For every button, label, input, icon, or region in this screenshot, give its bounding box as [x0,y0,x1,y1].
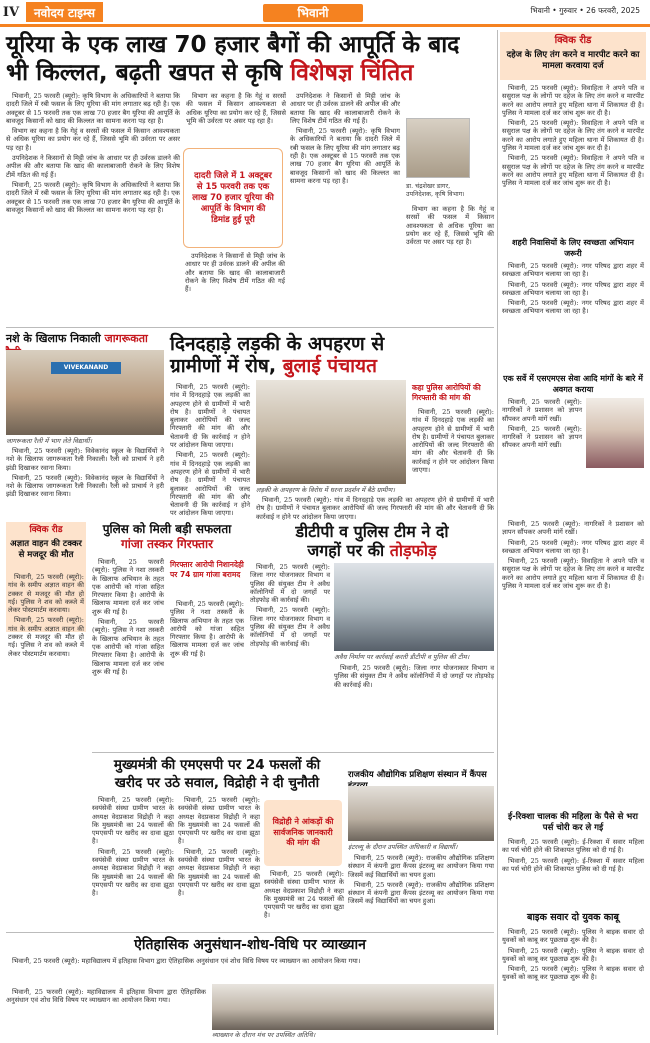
dowry-body [502,84,644,236]
accident-para: भिवानी, 25 फरवरी (ब्यूरो): गांव के समीप अज्ञात वाहन की टक्कर से मजदूर की मौत हो गई। पुलिस ने शव को कब्जे में लेकर पोस्टमार्टम करवाया। [8,573,84,615]
cm-headline-line2: खरीद पर उठे सवाल, विद्रोही ने दी चुनौती [114,775,320,791]
kidnap-para: भिवानी, 25 फरवरी (ब्यूरो): गांव में दिनदहाड़े एक लड़की का अपहरण होने से ग्रामीणों में भारी रोष है। ग्रामीणों ने पंचायत बुलाकर आरोपियों की जल्द गिरफ्तारी की मांग की और चेतावनी दी कि कार्रवाई न होने पर आंदोलन किया जाएगा। [170,451,250,518]
dtp-body-col2 [334,664,494,748]
cleanliness-headline: शहरी निवासियों के लिए स्वच्छता अभियान जरूरी [512,238,634,258]
masthead [0,0,650,24]
lead-para: भिवानी, 25 फरवरी (ब्यूरो): कृषि विभाग के अधिकारियों ने बताया कि दादरी जिले में रबी फसल के लिए यूरिया की मांग लगातार बढ़ रही है। एक अक्टूबर से 15 फरवरी तक एक लाख 70 हजार बैग यूरिया की आपूर्ति के बावजूद किसानों को खाद की किल्लत का सामना करना पड़ रहा है। [290,127,400,185]
lead-body-col2 [186,92,286,144]
lead-para: उपनिदेशक ने किसानों से मिट्टी जांच के आधार पर ही उर्वरक डालने की अपील की और बताया कि खाद की कालाबाजारी रोकने के लिए विशेष टीमें गठित की गई हैं। [185,252,285,294]
dtp-para: भिवानी, 25 फरवरी (ब्यूरो): जिला नगर योजनाकार विभाग व पुलिस की संयुक्त टीम ने अवैध कॉलोनियों में दो जगहों पर तोड़फोड़ की कार्रवाई की। [250,563,330,605]
accident-headline: अज्ञात वाहन की टक्कर से मजदूर की मौत [10,539,82,560]
kidnap-headline-line2a: ग्रामीणों में रोष, [170,355,283,377]
woman-headline: ई-रिक्शा चालक की महिला के पैसे से भरा पर्स चोरी कर ले गई [508,812,638,833]
kidnap-body-col3 [412,408,494,484]
rally-para: भिवानी, 25 फरवरी (ब्यूरो): विवेकानंद स्कूल के विद्यार्थियों ने नशे के खिलाफ जागरूकता रैली निकाली। रैली को प्राचार्य ने हरी झंडी दिखाकर रवाना किया। [6,447,164,472]
iti-para: भिवानी, 25 फरवरी (ब्यूरो): राजकीय औद्योगिक प्रशिक्षण संस्थान में कंपनी द्वारा कैंपस इंटरव्यू का आयोजन किया गया जिसमें कई विद्यार्थियों का चयन हुआ। [348,854,494,879]
police-para: भिवानी, 25 फरवरी (ब्यूरो): पुलिस ने नशा तस्करी के खिलाफ अभियान के तहत एक आरोपी को गांजा सहित गिरफ्तार किया है। आरोपी के खिलाफ मामला दर्ज कर जांच शुरू की गई है। [170,600,244,658]
iti-para: भिवानी, 25 फरवरी (ब्यूरो): राजकीय औद्योगिक प्रशिक्षण संस्थान में कंपनी द्वारा कैंपस इंटरव्यू का आयोजन किया गया जिसमें कई विद्यार्थियों का चयन हुआ। [348,880,494,906]
dtp-photo [334,563,494,651]
woman-body [502,838,644,908]
police-body-col1 [92,558,164,748]
lead-body-col2b [185,252,285,322]
cm-callout: विद्रोही ने आंकड़ों की सार्वजनिक जानकारी की मांग की [272,817,334,848]
dowry-para: भिवानी, 25 फरवरी (ब्यूरो): विवाहिता ने अपने पति व ससुराल पक्ष के लोगों पर दहेज के लिए तंग करने व मारपीट करने का आरोप लगाते हुए महिला थाना में शिकायत दी है। पुलिस ने मामला दर्ज कर जांच शुरू कर दी है। [502,154,644,188]
theft-body [502,928,644,1038]
police-headline [92,522,242,552]
iti-caption: इंटरव्यू के दौरान उपस्थित अधिकारी व विद्यार्थी। [348,843,458,851]
sms-para: भिवानी, 25 फरवरी (ब्यूरो): नागरिकों ने प्रशासन को ज्ञापन सौंपकर अपनी मांगें रखीं। [502,398,582,423]
kidnap-bullet: कहा पुलिस आरोपियों की गिरफ्तारी की मांग की [412,383,481,402]
kidnap-headline [170,333,500,377]
kidnap-headline-line2b: बुलाई पंचायत [282,355,377,377]
police-headline-line1: पुलिस को मिली बड़ी सफलता [102,522,232,536]
kidnap-body-bottom [256,496,494,524]
portrait-photo [406,118,470,178]
cm-body-col3 [264,870,344,928]
woman-para: भिवानी, 25 फरवरी (ब्यूरो): ई-रिक्शा में सवार महिला का पर्स चोरी होने की शिकायत पुलिस को दी गई है। [502,838,644,855]
dtp-headline-line2b: तोड़फोड़ [389,541,437,560]
police-body-col2 [170,600,244,748]
rally-photo [6,350,164,435]
iti-headline: राजकीय औद्योगिक प्रशिक्षण संस्थान में कैंपस [348,770,487,780]
kidnap-headline-line1: दिनदहाड़े लड़की के अपहरण से [170,333,385,355]
woman-para: भिवानी, 25 फरवरी (ब्यूरो): ई-रिक्शा में सवार महिला का पर्स चोरी होने की शिकायत पुलिस को दी गई है। [502,856,644,873]
sms-para: भिवानी, 25 फरवरी (ब्यूरो): विवाहिता ने अपने पति व ससुराल पक्ष के लोगों पर दहेज के लिए तंग करने व मारपीट करने का आरोप लगाते हुए महिला थाना में शिकायत दी है। पुलिस ने मामला दर्ज कर जांच शुरू कर दी है। [502,557,644,591]
cleanliness-para: भिवानी, 25 फरवरी (ब्यूरो): नगर परिषद द्वारा शहर में स्वच्छता अभियान चलाया जा रहा है। [502,280,644,297]
research-photo [212,984,494,1030]
kidnap-para: भिवानी, 25 फरवरी (ब्यूरो): गांव में दिनदहाड़े एक लड़की का अपहरण होने से ग्रामीणों में भारी रोष है। ग्रामीणों ने पंचायत बुलाकर आरोपियों की जल्द गिरफ्तारी की मांग की और चेतावनी दी कि कार्रवाई न होने पर आंदोलन किया जाएगा। [412,408,494,475]
rally-headline-b: जागरूकता [104,332,148,345]
lead-para: उपनिदेशक ने किसानों से मिट्टी जांच के आधार पर ही उर्वरक डालने की अपील की और बताया कि खाद की कालाबाजारी रोकने के लिए विशेष टीमें गठित की गई हैं। [290,92,400,125]
cleanliness-para: भिवानी, 25 फरवरी (ब्यूरो): नगर परिषद द्वारा शहर में स्वच्छता अभियान चलाया जा रहा है। [502,299,644,316]
lead-quote: दादरी जिले में 1 अक्टूबर से 15 फरवरी तक एक लाख 70 हजार यूरिया की आपूर्ति के विभाग की डिमांड हुई पूरी [192,170,274,225]
lead-para: भिवानी, 25 फरवरी (ब्यूरो): कृषि विभाग के अधिकारियों ने बताया कि दादरी जिले में रबी फसल के लिए यूरिया की मांग लगातार बढ़ रही है। एक अक्टूबर से 15 फरवरी तक एक लाख 70 हजार बैग यूरिया की आपूर्ति के बावजूद किसानों को खाद की किल्लत का सामना करना पड़ रहा है। [6,92,180,125]
rally-para: भिवानी, 25 फरवरी (ब्यूरो): विवेकानंद स्कूल के विद्यार्थियों ने नशे के खिलाफ जागरूकता रैली निकाली। रैली को प्राचार्य ने हरी झंडी दिखाकर रवाना किया। [6,473,164,499]
cm-body-col1 [92,796,174,928]
cm-body-col2 [178,796,260,928]
dateline: भिवानी • गुरुवार • 26 फरवरी, 2025 [530,6,640,15]
cm-headline-line1: मुख्यमंत्री की एमएसपी पर 24 फसलों की [113,757,321,773]
lead-body [6,92,180,322]
iti-body [348,854,494,928]
accident-kicker: क्विक रीड [6,523,86,537]
police-para: भिवानी, 25 फरवरी (ब्यूरो): पुलिस ने नशा तस्करी के खिलाफ अभियान के तहत एक आरोपी को गांजा सहित गिरफ्तार किया है। आरोपी के खिलाफ मामला दर्ज कर जांच शुरू की गई है। [92,618,164,676]
dowry-para: भिवानी, 25 फरवरी (ब्यूरो): विवाहिता ने अपने पति व ससुराल पक्ष के लोगों पर दहेज के लिए तंग करने व मारपीट करने का आरोप लगाते हुए महिला थाना में शिकायत दी है। पुलिस ने मामला दर्ज कर जांच शुरू कर दी है। [502,84,644,117]
right-portrait-photo [586,398,644,468]
sms-para: भिवानी, 25 फरवरी (ब्यूरो): नगर परिषद द्वारा शहर में स्वच्छता अभियान चलाया जा रहा है। [502,538,644,555]
lead-para: विभाग का कहना है कि गेहूं व सरसों की फसल में किसान आवश्यकता से अधिक यूरिया का प्रयोग कर रहे हैं, जिससे भूमि की उर्वरता पर असर पड़ रहा है। [406,205,494,247]
rally-banner: VIVEKANAND [51,362,121,374]
cleanliness-para: भिवानी, 25 फरवरी (ब्यूरो): नगर परिषद द्वारा शहर में स्वच्छता अभियान चलाया जा रहा है। [502,262,644,279]
police-bullet: गिरफ्तार आरोपी निशानदेही पर 74 ग्राम गांजा बरामद [170,560,244,579]
page-number: IV [0,1,22,23]
right-kicker: क्विक रीड [500,34,646,48]
dtp-caption: अवैध निर्माण पर कार्रवाई करती डीटीपी व पुलिस की टीम। [334,653,470,661]
cm-callout-box [264,800,342,866]
research-body-col2 [6,988,206,1038]
theft-para: भिवानी, 25 फरवरी (ब्यूरो): पुलिस ने बाइक सवार दो युवकों को काबू कर पूछताछ शुरू की है। [502,965,644,982]
lead-para: विभाग का कहना है कि गेहूं व सरसों की फसल में किसान आवश्यकता से अधिक यूरिया का प्रयोग कर रहे हैं, जिससे भूमि की उर्वरता पर असर पड़ रहा है। [186,92,286,125]
sms-body-2 [502,520,644,812]
research-caption: व्याख्यान के दौरान मंच पर उपस्थित अतिथि। [212,1031,316,1039]
rally-caption: जागरूकता रैली में भाग लेते विद्यार्थी। [6,437,92,445]
portrait-caption: डा. चंद्रशेखर डागर, उपनिदेशक, कृषि विभाग। [406,182,465,198]
lead-headline-line2a: भी किल्लत, बढ़ती खपत से कृषि [6,60,291,86]
dtp-para: भिवानी, 25 फरवरी (ब्यूरो): जिला नगर योजनाकार विभाग व पुलिस की संयुक्त टीम ने अवैध कॉलोनियों में दो जगहों पर तोड़फोड़ की कार्रवाई की। [250,606,330,648]
rally-body [6,447,164,517]
lead-para: भिवानी, 25 फरवरी (ब्यूरो): कृषि विभाग के अधिकारियों ने बताया कि दादरी जिले में रबी फसल के लिए यूरिया की मांग लगातार बढ़ रही है। एक अक्टूबर से 15 फरवरी तक एक लाख 70 हजार बैग यूरिया की आपूर्ति के बावजूद किसानों को खाद की किल्लत का सामना करना पड़ रहा है। [6,180,180,214]
lead-headline-line1: यूरिया के एक लाख 70 हजार बैगों की आपूर्ति के बाद [6,32,460,58]
brand-logo: नवोदय टाइम्स [26,2,103,22]
section-title: भिवानी [263,4,363,22]
dtp-body-col1 [250,563,330,748]
cm-para: भिवानी, 25 फरवरी (ब्यूरो): स्वयंसेवी संस्था ग्रामीण भारत के अध्यक्ष वेदप्रकाश विद्रोही ने कहा कि मुख्यमंत्री का 24 फसलों की एमएसपी पर खरीद का दावा झूठा है। [178,847,260,898]
theft-para: भिवानी, 25 फरवरी (ब्यूरो): पुलिस ने बाइक सवार दो युवकों को काबू कर पूछताछ शुरू की है। [502,928,644,945]
sms-headline: एक सर्वे में एसएमएस सेवा आदि मांगों के बारे में अवगत कराया [503,374,643,394]
column-divider [497,30,498,1035]
lead-headline [6,31,486,87]
section-divider [6,932,494,933]
rally-headline-a: नशे के खिलाफ निकाली [6,332,105,345]
cm-para: भिवानी, 25 फरवरी (ब्यूरो): स्वयंसेवी संस्था ग्रामीण भारत के अध्यक्ष वेदप्रकाश विद्रोही ने कहा कि मुख्यमंत्री का 24 फसलों की एमएसपी पर खरीद का दावा झूठा है। [178,796,260,846]
kidnap-body-col1 [170,383,250,518]
cleanliness-body [502,262,644,370]
dtp-para: भिवानी, 25 फरवरी (ब्यूरो): जिला नगर योजनाकार विभाग व पुलिस की संयुक्त टीम ने अवैध कॉलोनियों में दो जगहों पर तोड़फोड़ की कार्रवाई की। [334,664,494,689]
cm-para: भिवानी, 25 फरवरी (ब्यूरो): स्वयंसेवी संस्था ग्रामीण भारत के अध्यक्ष वेदप्रकाश विद्रोही ने कहा कि मुख्यमंत्री का 24 फसलों की एमएसपी पर खरीद का दावा झूठा है। [264,870,344,920]
lead-quote-box [183,148,283,248]
kidnap-caption: लड़की के अपहरण के विरोध में धरना प्रदर्शन में बैठे ग्रामीण। [256,486,395,494]
lead-para: विभाग का कहना है कि गेहूं व सरसों की फसल में किसान आवश्यकता से अधिक यूरिया का प्रयोग कर रहे हैं, जिससे भूमि की उर्वरता पर असर पड़ रहा है। [6,127,180,152]
research-para: भिवानी, 25 फरवरी (ब्यूरो): महाविद्यालय में इतिहास विभाग द्वारा ऐतिहासिक अनुसंधान एवं शोध विधि विषय पर व्याख्यान का आयोजन किया गया। [6,988,206,1005]
lead-body-col3 [290,92,400,322]
sms-para: भिवानी, 25 फरवरी (ब्यूरो): नागरिकों ने प्रशासन को ज्ञापन सौंपकर अपनी मांगें रखीं। [502,424,582,450]
sms-body [502,398,582,518]
iti-photo [348,786,494,841]
section-divider [6,327,494,328]
cm-headline [92,756,342,792]
kidnap-para: भिवानी, 25 फरवरी (ब्यूरो): गांव में दिनदहाड़े एक लड़की का अपहरण होने से ग्रामीणों में भारी रोष है। ग्रामीणों ने पंचायत बुलाकर आरोपियों की जल्द गिरफ्तारी की मांग की और चेतावनी दी कि कार्रवाई न होने पर आंदोलन किया जाएगा। [170,383,250,450]
dowry-headline: दहेज के लिए तंग करने व मारपीट करने का मामला करवाया दर्ज [506,50,640,71]
dtp-headline-line1: डीटीपी व पुलिस टीम ने दो [295,522,449,541]
lead-headline-line2b: विशेषज्ञ चिंतित [290,60,414,86]
dtp-headline-line2a: जगहों पर की [307,541,390,560]
lead-body-col4 [406,205,494,320]
dowry-para: भिवानी, 25 फरवरी (ब्यूरो): विवाहिता ने अपने पति व ससुराल पक्ष के लोगों पर दहेज के लिए तंग करने व मारपीट करने का आरोप लगाते हुए महिला थाना में शिकायत दी है। पुलिस ने मामला दर्ज कर जांच शुरू कर दी है। [502,119,644,153]
cm-para: भिवानी, 25 फरवरी (ब्यूरो): स्वयंसेवी संस्था ग्रामीण भारत के अध्यक्ष वेदप्रकाश विद्रोही ने कहा कि मुख्यमंत्री का 24 फसलों की एमएसपी पर खरीद का दावा झूठा है। [92,847,174,898]
research-para: भिवानी, 25 फरवरी (ब्यूरो): महाविद्यालय में इतिहास विभाग द्वारा ऐतिहासिक अनुसंधान एवं शोध विधि विषय पर व्याख्यान का आयोजन किया गया। [12,957,361,965]
masthead-rule [0,24,650,27]
section-divider [92,752,494,753]
police-headline-line2: गांजा तस्कर गिरफ्तार [121,537,213,551]
kidnap-para: भिवानी, 25 फरवरी (ब्यूरो): गांव में दिनदहाड़े एक लड़की का अपहरण होने से ग्रामीणों में भारी रोष है। ग्रामीणों ने पंचायत बुलाकर आरोपियों की जल्द गिरफ्तारी की मांग की और चेतावनी दी कि कार्रवाई न होने पर आंदोलन किया जाएगा। [256,496,494,521]
accident-body [8,573,84,743]
cm-para: भिवानी, 25 फरवरी (ब्यूरो): स्वयंसेवी संस्था ग्रामीण भारत के अध्यक्ष वेदप्रकाश विद्रोही ने कहा कि मुख्यमंत्री का 24 फसलों की एमएसपी पर खरीद का दावा झूठा है। [92,796,174,846]
police-para: भिवानी, 25 फरवरी (ब्यूरो): पुलिस ने नशा तस्करी के खिलाफ अभियान के तहत एक आरोपी को गांजा सहित गिरफ्तार किया है। आरोपी के खिलाफ मामला दर्ज कर जांच शुरू की गई है। [92,558,164,616]
sms-para: भिवानी, 25 फरवरी (ब्यूरो): नागरिकों ने प्रशासन को ज्ञापन सौंपकर अपनी मांगें रखीं। [502,520,644,537]
dtp-headline [250,522,494,560]
theft-para: भिवानी, 25 फरवरी (ब्यूरो): पुलिस ने बाइक सवार दो युवकों को काबू कर पूछताछ शुरू की है। [502,946,644,963]
accident-para: भिवानी, 25 फरवरी (ब्यूरो): गांव के समीप अज्ञात वाहन की टक्कर से मजदूर की मौत हो गई। पुलिस ने शव को कब्जे में लेकर पोस्टमार्टम करवाया। [8,616,84,658]
kidnap-photo [256,380,406,484]
theft-headline: बाइक सवार दो युवक काबू [527,912,619,923]
lead-para: उपनिदेशक ने किसानों से मिट्टी जांच के आधार पर ही उर्वरक डालने की अपील की और बताया कि खाद की कालाबाजारी रोकने के लिए विशेष टीमें गठित की गई हैं। [6,154,180,179]
research-headline: ऐतिहासिक अनुसंधान-शोध-विधि पर व्याख्यान [134,937,366,953]
research-body [6,957,494,985]
